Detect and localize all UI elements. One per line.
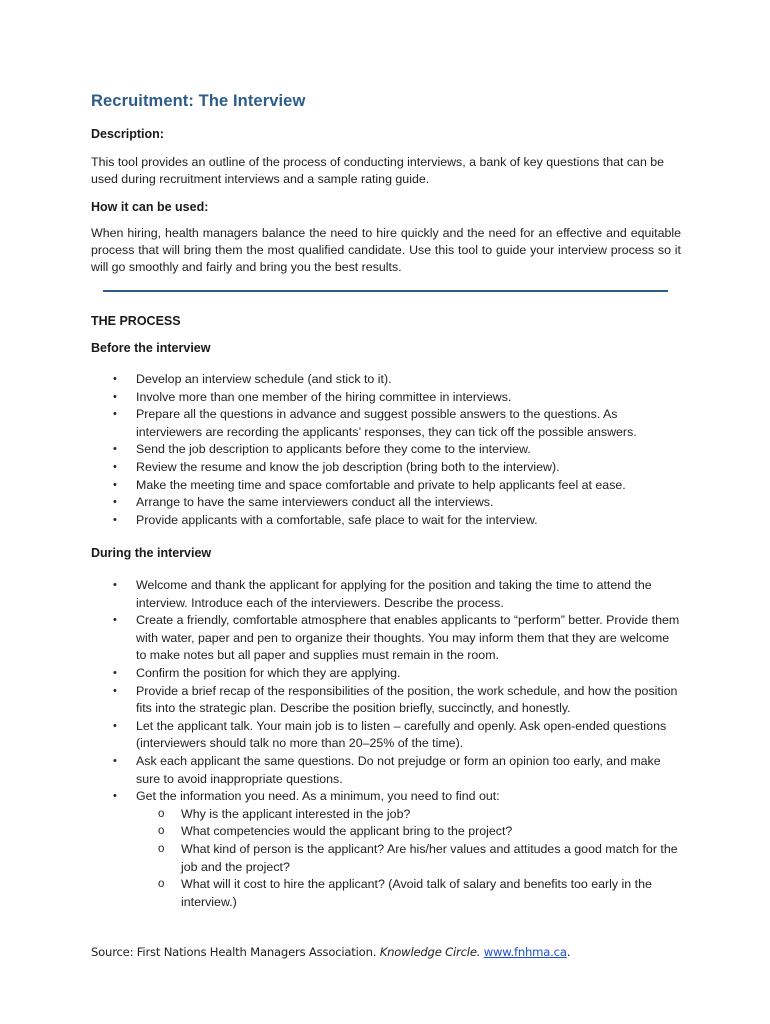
footer-end: . (566, 945, 571, 959)
information-sublist (136, 806, 681, 912)
circle-bullet-icon: o (158, 807, 165, 820)
list-item: • Develop an interview schedule (and stick to it). (91, 371, 681, 389)
before-interview-list (91, 371, 681, 529)
usage-heading: How it can be used: (91, 200, 209, 214)
list-item: • Confirm the position for which they are applying. (91, 665, 681, 683)
list-item: • Create a friendly, comfortable atmosphere that enables applicants to “perform” better. Provide them with water, paper and pen to organize their thoughts. You may inform them that they are welcome to make notes but all paper and supplies must remain in the room. (113, 613, 680, 663)
circle-bullet-icon: o (158, 878, 165, 891)
bullet-icon: • (113, 496, 117, 509)
list-item: • Welcome and thank the applicant for applying for the position and taking the time to attend the interview. Introduce each of the interviewers. Describe the process. (113, 578, 652, 610)
bullet-icon: • (113, 460, 117, 473)
process-heading: THE PROCESS (91, 314, 181, 328)
list-item: • Prepare all the questions in advance and suggest possible answers to the questions. As interviewers are recording the applicants’ responses, they can tick off the possible answers. (113, 407, 637, 439)
publication-title: Knowledge Circle. (379, 945, 481, 959)
bullet-icon: • (113, 390, 117, 403)
bullet-icon: • (113, 666, 117, 679)
sub-list-item: o What kind of person is the applicant? Are his/her values and attitudes a good match for the job and the project? (158, 841, 678, 874)
list-item: • Provide applicants with a comfortable, safe place to wait for the interview. (91, 512, 681, 530)
bullet-icon: • (113, 614, 117, 627)
page-title: Recruitment: The Interview (91, 92, 306, 110)
bullet-icon: • (113, 443, 117, 456)
website-link[interactable]: www.fnhma.ca (483, 945, 567, 959)
bullet-icon: • (113, 478, 117, 491)
sub-list-item: o What competencies would the applicant bring to the project? (136, 823, 681, 841)
bullet-icon: • (113, 684, 117, 697)
bullet-icon: • (113, 513, 117, 526)
list-item: • Let the applicant talk. Your main job is to listen – carefully and openly. Ask open-ended questions (interviewers should talk no more than 20–25% of the time). (113, 718, 667, 751)
bullet-icon: • (113, 719, 117, 732)
section-divider (103, 290, 668, 292)
list-item: • Make the meeting time and space comfortable and private to help applicants feel at ease. (91, 477, 681, 495)
list-item: • Review the resume and know the job description (bring both to the interview). (91, 459, 681, 477)
during-interview-heading: During the interview (91, 546, 212, 560)
sub-list-item: o Why is the applicant interested in the job? (136, 806, 681, 824)
list-item: • Arrange to have the same interviewers conduct all the interviews. (91, 494, 681, 512)
description-heading: Description: (91, 127, 164, 141)
bullet-icon: • (113, 373, 117, 385)
bullet-icon: • (113, 579, 117, 591)
list-item: • Send the job description to applicants before they come to the interview. (91, 441, 681, 459)
list-item: • Involve more than one member of the hiring committee in interviews. (91, 389, 681, 407)
list-item: • Ask each applicant the same questions. Do not prejudge or form an opinion too early, and make sure to avoid inappropriate questions. (113, 753, 661, 786)
bullet-icon: • (113, 408, 117, 421)
source-text: Source: First Nations Health Managers Association. (91, 945, 377, 959)
circle-bullet-icon: o (158, 842, 165, 855)
source-footer (91, 945, 570, 959)
description-text: This tool provides an outline of the process of conducting interviews, a bank of key questions that can be used during recruitment interviews and a sample rating guide. (91, 155, 665, 186)
usage-text: When hiring, health managers balance the need to hire quickly and the need for an effective and equitable process that will bring them the most qualified candidate. Use this tool to guide your interview process so it will go smoothly and fairly and bring you the best results. (91, 226, 681, 274)
bullet-icon: • (113, 754, 117, 767)
before-interview-heading: Before the interview (91, 341, 211, 355)
circle-bullet-icon: o (158, 825, 165, 838)
sub-list-item: o What will it cost to hire the applicant? (Avoid talk of salary and benefits too early in the interview.) (158, 877, 652, 909)
list-item: • Get the information you need. As a minimum, you need to find out: o Why is the applicant interested in the job? o What competencies would the applicant bring to the project? o What kind of person is the applicant? Are his/her values and attitudes a good match for the job and the project? o What will it cost to hire the applicant? (Avoid talk of salary and benefits too early in the interview.) (91, 788, 681, 911)
list-item: • Provide a brief recap of the responsibilities of the position, the work schedule, and how the position fits into the strategic plan. Describe the position briefly, succinctly, and honestly. (113, 683, 678, 716)
during-interview-list (91, 577, 681, 911)
bullet-icon: • (113, 790, 117, 803)
